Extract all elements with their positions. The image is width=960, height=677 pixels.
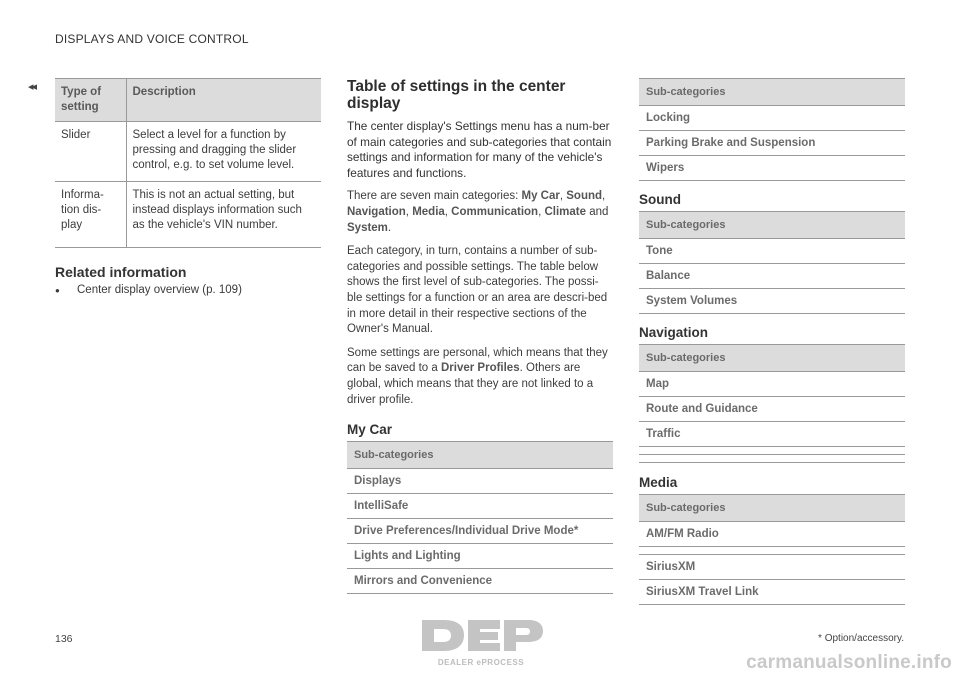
related-link-text[interactable]: Center display overview (p. 109) [77,284,242,296]
list-item: AM/FM Radio [639,522,905,547]
sound-title: Sound [639,192,681,207]
back-arrows-icon[interactable]: ◂◂ [28,81,36,93]
category-media: Media [412,205,445,218]
list-item: SiriusXM Travel Link [639,580,905,605]
list-item: System Volumes [639,289,905,314]
mycar-continued-table [639,78,905,181]
media-title: Media [639,475,678,490]
header-type: Type of setting [55,79,126,122]
table-row [55,182,321,248]
categories-paragraph: There are seven main categories: My Car, Sound, Navigation, Media, Communication, Climate and System. [347,190,609,234]
subcategories-header: Sub-categories [639,495,905,522]
list-item: Map [639,372,905,397]
running-header: DISPLAYS AND VOICE CONTROL [55,32,249,46]
list-item: Balance [639,264,905,289]
list-item: SiriusXM [639,555,905,580]
mycar-table [347,441,613,594]
list-item: Lights and Lighting [347,544,613,569]
profiles-paragraph: Some settings are personal, which means that they can be saved to a Driver Profiles. Others are global, which means that they are not linked to a driver profile. [347,346,608,406]
list-item: Displays [347,469,613,494]
blank-row [639,547,905,555]
list-item: Drive Preferences/Individual Drive Mode* [347,519,613,544]
column-left [55,78,321,296]
subcategories-paragraph: Each category, in turn, contains a number of sub-categories and possible settings. The table below shows the first level of sub-categories. The possi-ble settings for a function or an area are descri-bed in more detail in their respective sections of the Owner's Manual. [347,245,608,336]
column-right [639,78,905,605]
watermark: carmanualsonline.info [746,652,952,673]
sound-table [639,211,905,314]
list-item: Locking [639,106,905,131]
list-item: Route and Guidance [639,397,905,422]
description-cell: This is not an actual setting, but instead displays information such as the vehicle's VIN number. [126,182,321,248]
navigation-table [639,344,905,463]
header-description: Description [126,79,321,122]
list-item: IntelliSafe [347,494,613,519]
subcategories-header: Sub-categories [347,442,613,469]
page-number: 136 [55,633,73,645]
setting-type-table [55,78,321,248]
blank-row [639,455,905,463]
list-item: Parking Brake and Suspension [639,131,905,156]
category-sound: Sound [566,190,603,203]
mycar-title: My Car [347,422,393,438]
column-middle [347,78,613,594]
blank-row [639,447,905,455]
type-cell: Informa-tion dis-play [55,182,126,248]
category-navigation: Navigation [347,205,406,218]
category-climate: Climate [544,205,586,218]
media-table [639,494,905,605]
footnote: * Option/accessory. [818,633,904,644]
list-item: Mirrors and Convenience [347,569,613,594]
type-cell: Slider [55,122,126,182]
table-row [55,122,321,182]
subcategories-header: Sub-categories [639,345,905,372]
related-information-title: Related information [55,264,187,280]
category-system: System [347,221,388,234]
list-item: Wipers [639,156,905,181]
list-item: Traffic [639,422,905,447]
related-link[interactable] [55,284,321,296]
dep-logo-icon [416,612,546,672]
description-cell: Select a level for a function by pressing and dragging the slider control, e.g. to set volume level. [126,122,321,182]
navigation-title: Navigation [639,325,709,340]
section-heading: Table of settings in the center display [347,78,566,112]
logo-caption: DEALER ePROCESS [437,658,525,667]
subcategories-header: Sub-categories [639,212,905,239]
intro-paragraph: The center display's Settings menu has a num-ber of main categories and sub-categories that contain settings and information for many of the vehicle's features and functions. [347,119,612,180]
category-mycar: My Car [521,190,560,203]
list-item: Tone [639,239,905,264]
category-communication: Communication [451,205,539,218]
subcategories-header: Sub-categories [639,79,905,106]
bullet-icon: ● [55,286,60,295]
driver-profiles-link[interactable]: Driver Profiles [440,362,520,375]
